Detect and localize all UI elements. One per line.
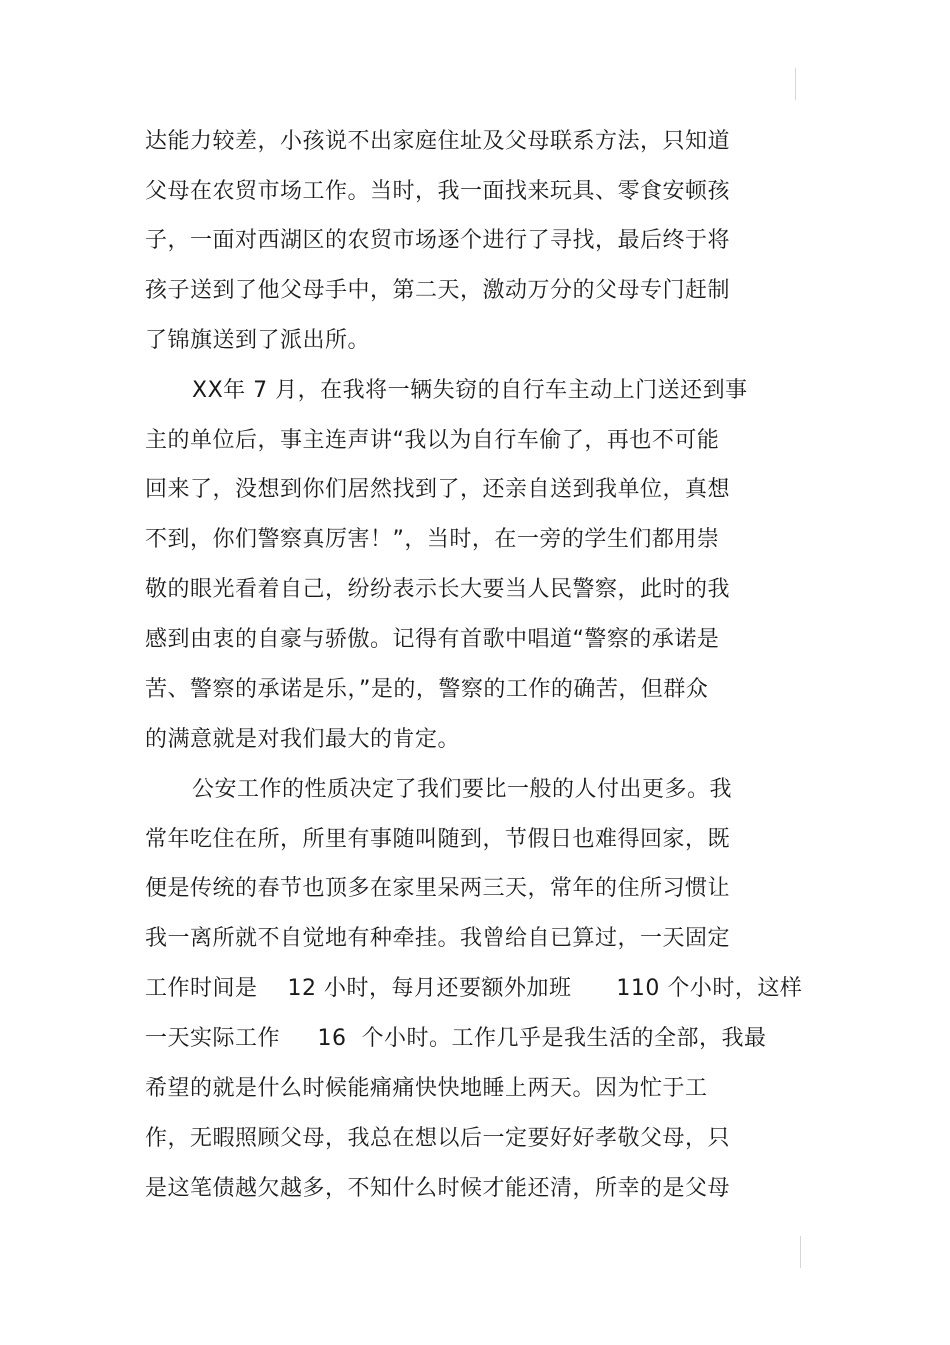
paragraph-first-line: 公安工作的性质决定了我们要比一般的人付出更多。我 — [192, 777, 733, 802]
text-line: 感到由衷的自豪与骄傲。记得有首歌中唱道“警察的承诺是 — [145, 627, 720, 652]
text-line: 一天实际工作 16 个小时。工作几乎是我生活的全部，我最 — [145, 1026, 767, 1051]
text-line: 是这笔债越欠越多，不知什么时候才能还清，所幸的是父母 — [145, 1176, 731, 1201]
text-line: 便是传统的春节也顶多在家里呆两三天，常年的住所习惯让 — [145, 876, 731, 901]
paragraph-first-line: XX年 7 月，在我将一辆失窃的自行车主动上门送还到事 — [192, 378, 748, 403]
text-line: 孩子送到了他父母手中，第二天，激动万分的父母专门赶制 — [145, 278, 731, 303]
page-corner-mark-bottom — [800, 1236, 801, 1268]
text-line: 工作时间是 12 小时，每月还要额外加班 110 个小时，这样 — [145, 976, 803, 1001]
text-line: 不到，你们警察真厉害！”，当时，在一旁的学生们都用崇 — [145, 527, 720, 552]
text-line: 我一离所就不自觉地有种牵挂。我曾给自已算过，一天固定 — [145, 926, 731, 951]
text-line: 敬的眼光看着自己，纷纷表示长大要当人民警察，此时的我 — [145, 577, 731, 602]
text-line: 的满意就是对我们最大的肯定。 — [145, 727, 461, 752]
text-line: 达能力较差，小孩说不出家庭住址及父母联系方法，只知道 — [145, 129, 731, 154]
text-line: 回来了，没想到你们居然找到了，还亲自送到我单位，真想 — [145, 477, 731, 502]
page-corner-mark-top — [795, 68, 796, 100]
text-line: 常年吃住在所，所里有事随叫随到，节假日也难得回家，既 — [145, 827, 731, 852]
text-line: 父母在农贸市场工作。当时，我一面找来玩具、零食安顿孩 — [145, 179, 731, 204]
text-line: 作，无暇照顾父母，我总在想以后一定要好好孝敬父母，只 — [145, 1126, 731, 1151]
text-line: 希望的就是什么时候能痛痛快快地睡上两天。因为忙于工 — [145, 1076, 708, 1101]
text-line: 主的单位后，事主连声讲“我以为自行车偷了，再也不可能 — [145, 428, 720, 453]
text-line: 子，一面对西湖区的农贸市场逐个进行了寻找，最后终于将 — [145, 228, 731, 253]
text-line: 了锦旗送到了派出所。 — [145, 328, 371, 353]
text-line: 苦、警察的承诺是乐，”是的，警察的工作的确苦，但群众 — [145, 677, 709, 702]
